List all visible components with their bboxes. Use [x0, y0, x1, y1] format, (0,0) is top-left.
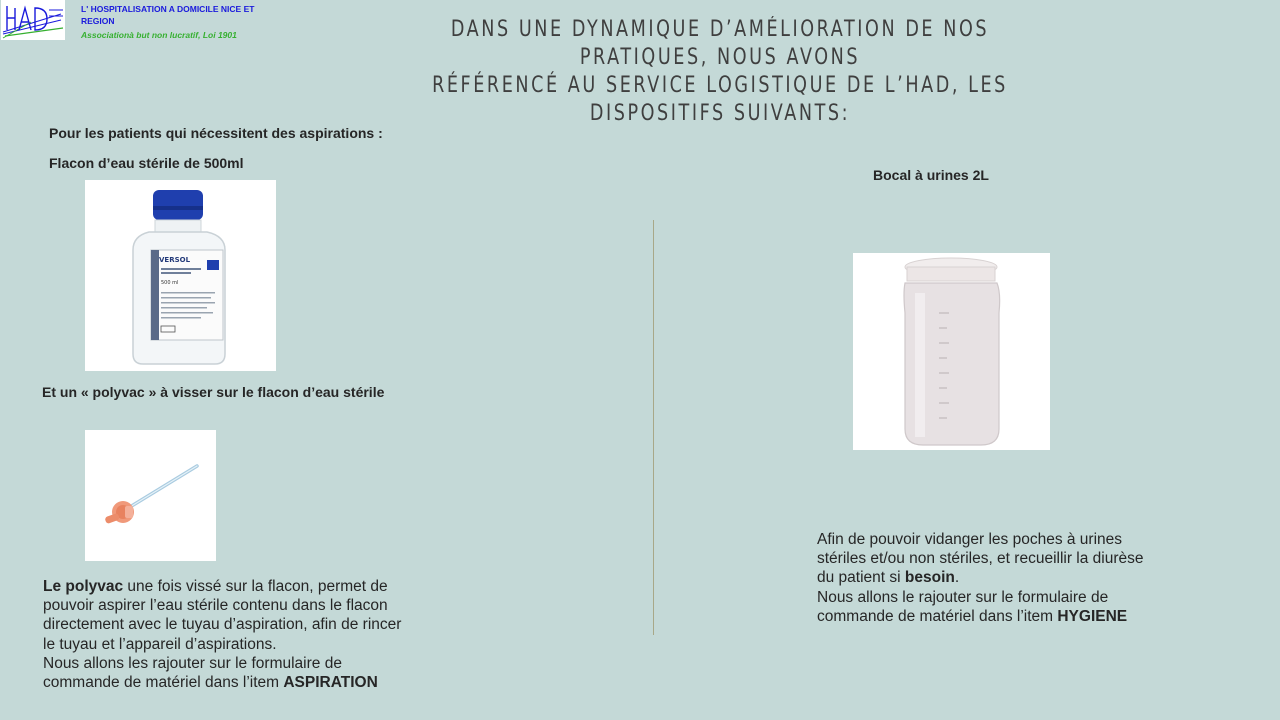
urine-jar-description: [817, 530, 1147, 626]
polyvac-description: [43, 577, 403, 692]
water-bottle-label: Flacon d’eau stérile de 500ml: [49, 155, 244, 171]
title-line-1: DANS UNE DYNAMIQUE D’AMÉLIORATION DE NOS PRATIQUES, NOUS AVONS: [450, 17, 990, 70]
urine-desc-text-2: Nous allons le rajouter sur le formulaire de commande de matériel dans l’item: [817, 588, 1109, 625]
polyvac-desc-text-2: Nous allons les rajouter sur le formulaire de commande de matériel dans l’item: [43, 654, 342, 692]
aspiration-intro: Pour les patients qui nécessitent des aspirations :: [49, 125, 383, 141]
page-title: [384, 16, 1056, 128]
urine-desc-text: Afin de pouvoir vidanger les poches à urines stériles et/ou non stériles, et recueillir la diurèse du patient si: [817, 531, 1144, 587]
title-line-2: RÉFÉRENCÉ AU SERVICE LOGISTIQUE DE L’HAD, LES DISPOSITIFS SUIVANTS:: [432, 73, 1008, 126]
aspiration-item: ASPIRATION: [283, 674, 378, 692]
water-bottle-image: [85, 180, 276, 371]
had-logo-icon: [1, 0, 65, 40]
bottle-volume-text: 500 ml: [161, 280, 179, 286]
bottle-brand-text: VERSOL: [159, 256, 191, 264]
org-name: L' HOSPITALISATION A DOMICILE NICE ET REGION: [81, 4, 255, 26]
org-subtitle: Associationà but non lucratif, Loi 1901: [81, 30, 237, 40]
polyvac-image: [85, 430, 216, 561]
hygiene-item: HYGIENE: [1057, 607, 1128, 625]
polyvac-label: Et un « polyvac » à visser sur le flacon d’eau stérile: [42, 384, 385, 400]
polyvac-desc-bold: Le polyvac: [43, 578, 124, 595]
polyvac-desc-text: une fois vissé sur la flacon, permet de pouvoir aspirer l’eau stérile contenu dans le flacon directement avec le tuyau d’aspiration, afin de rincer le tuyau et l’appareil d’aspirations.: [43, 578, 402, 653]
urine-jar-image: [853, 253, 1050, 450]
besoin-bold: besoin: [904, 569, 955, 587]
urine-desc-period: .: [954, 569, 960, 587]
urine-jar-label: Bocal à urines 2L: [873, 167, 989, 183]
column-divider: [653, 220, 654, 635]
